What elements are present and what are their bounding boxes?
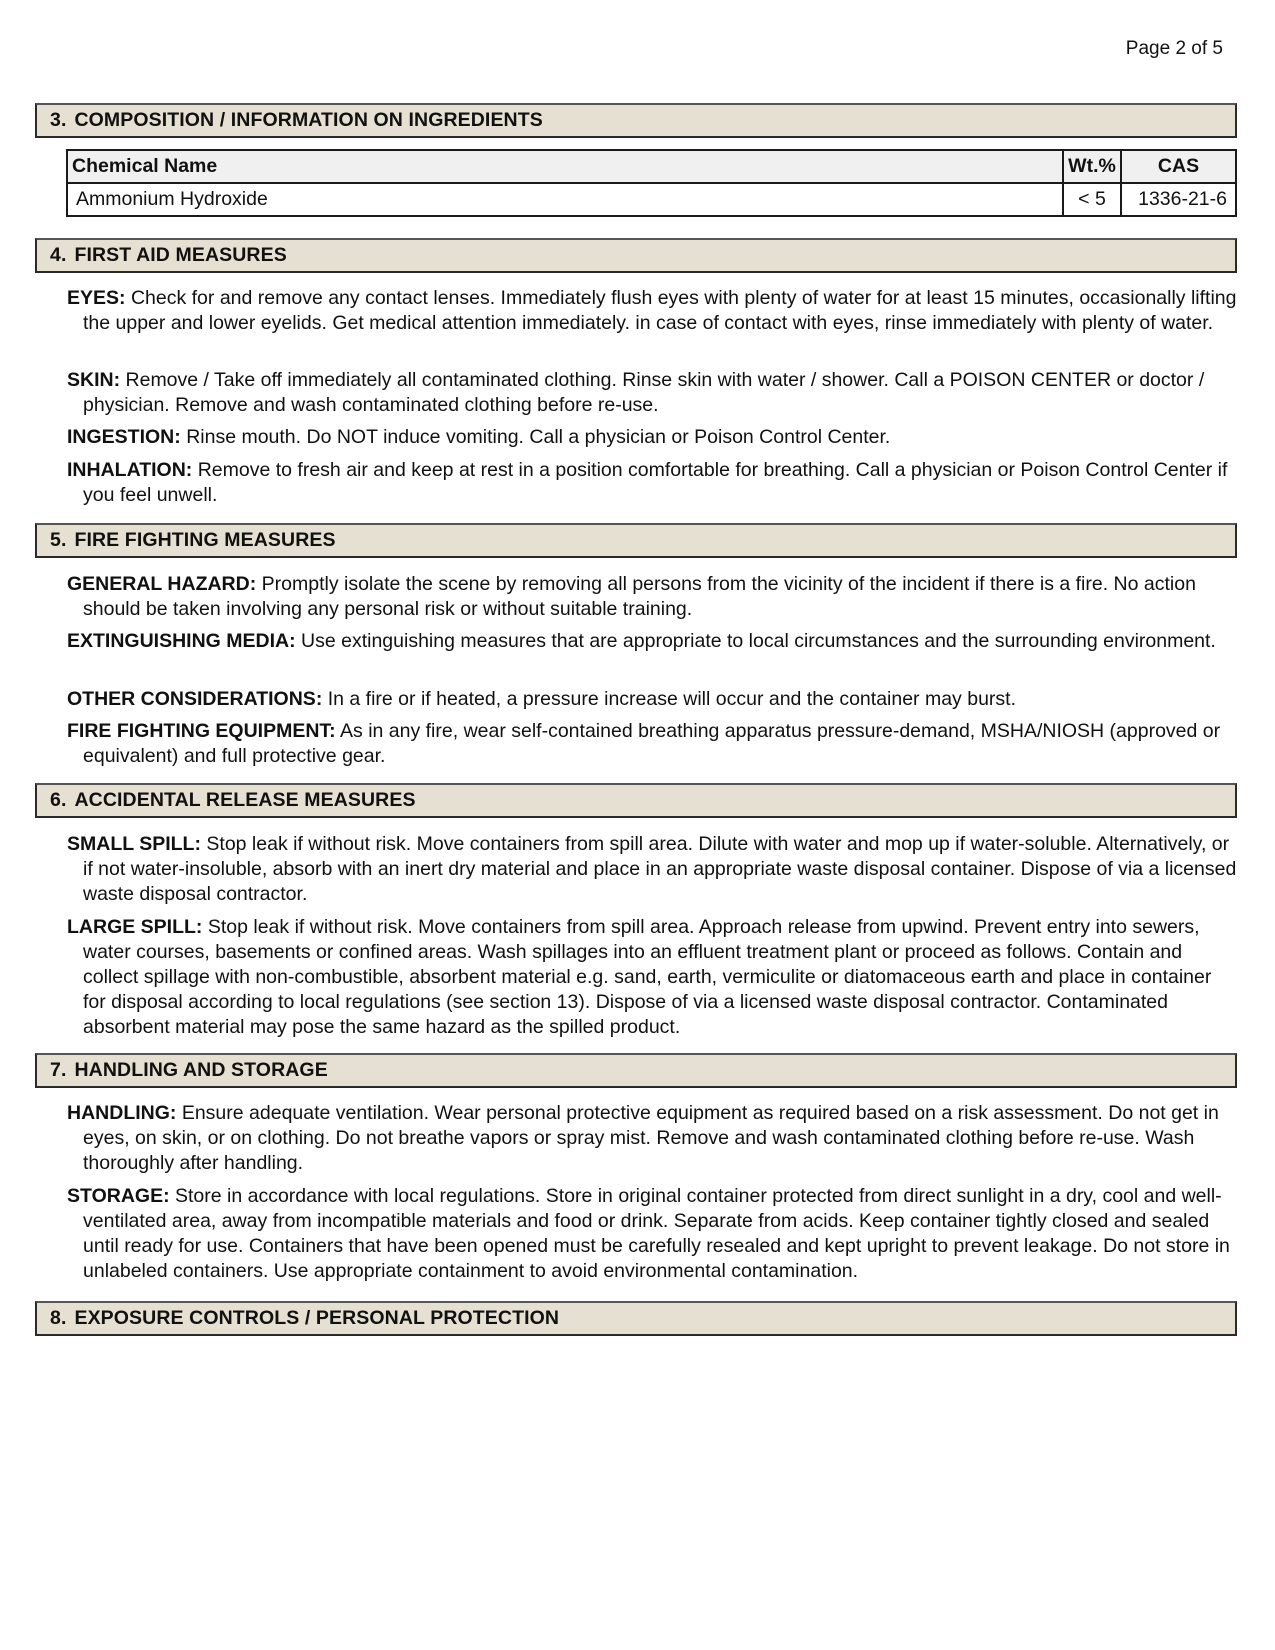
entry-label: GENERAL HAZARD: xyxy=(67,573,257,595)
section-header-handling-storage xyxy=(35,1053,1237,1088)
entry-text: Use extinguishing measures that are appropriate to local circumstances and the surrounding environment. xyxy=(301,630,1216,652)
entry-label: EXTINGUISHING MEDIA: xyxy=(67,630,296,652)
fire-general-hazard xyxy=(67,572,1237,622)
section-header-accidental-release xyxy=(35,783,1237,818)
table-header-row xyxy=(67,150,1236,183)
entry-label: OTHER CONSIDERATIONS: xyxy=(67,688,323,710)
first-aid-ingestion xyxy=(67,425,1237,450)
section-number: 5. xyxy=(50,529,67,551)
column-header-weight-percent: Wt.% xyxy=(1063,150,1121,183)
section-number: 4. xyxy=(50,244,67,266)
section-title: ACCIDENTAL RELEASE MEASURES xyxy=(74,789,416,811)
entry-text: Promptly isolate the scene by removing all persons from the vicinity of the incident if there is a fire. No action should be taken involving any personal risk or without suitable training. xyxy=(83,573,1196,620)
section-number: 6. xyxy=(50,789,67,811)
entry-text: Rinse mouth. Do NOT induce vomiting. Call a physician or Poison Control Center. xyxy=(186,426,891,448)
section-title: FIRST AID MEASURES xyxy=(74,244,287,266)
entry-text: Stop leak if without risk. Move containers from spill area. Approach release from upwind. Prevent entry into sewers, water courses, basements or confined areas. Wash spillages into an effluent treatment plant or proceed as follows. Contain and collect spillage with non-combustible, absorbent material e.g. sand, earth, vermiculite or diatomaceous earth and place in container for disposal according to local regulations (see section 13). Dispose of via a licensed waste disposal contractor. Contaminated absorbent material may pose the same hazard as the spilled product. xyxy=(83,916,1212,1038)
section-title: EXPOSURE CONTROLS / PERSONAL PROTECTION xyxy=(74,1307,560,1329)
release-small-spill xyxy=(67,832,1237,907)
release-large-spill xyxy=(67,915,1237,1040)
section-number: 7. xyxy=(50,1059,67,1081)
entry-text: As in any fire, wear self-contained breathing apparatus pressure-demand, MSHA/NIOSH (approved or equivalent) and full protective gear. xyxy=(83,720,1221,767)
section-title: COMPOSITION / INFORMATION ON INGREDIENTS xyxy=(74,109,543,131)
page-indicator: Page 2 of 5 xyxy=(1125,38,1223,59)
entry-text: Check for and remove any contact lenses. Immediately flush eyes with plenty of water for at least 15 minutes, occasionally lifting the upper and lower eyelids. Get medical attention immediately. in case of contact with eyes, rinse immediately with plenty of water. xyxy=(83,287,1237,334)
table-row xyxy=(67,183,1236,216)
first-aid-eyes xyxy=(67,286,1237,336)
fire-other-considerations xyxy=(67,687,1237,712)
first-aid-skin xyxy=(67,368,1237,418)
first-aid-inhalation xyxy=(67,458,1237,508)
column-header-chemical-name: Chemical Name xyxy=(67,150,1063,183)
entry-label: HANDLING: xyxy=(67,1102,177,1124)
entry-label: SKIN: xyxy=(67,369,121,391)
entry-label: LARGE SPILL: xyxy=(67,916,203,938)
cell-weight-percent: < 5 xyxy=(1063,183,1121,216)
entry-text: Stop leak if without risk. Move containers from spill area. Dilute with water and mop up if water-soluble. Alternatively, or if not water-insoluble, absorb with an inert dry material and place in an appropriate waste disposal container. Dispose of via a licensed waste disposal contractor. xyxy=(83,833,1237,905)
entry-label: FIRE FIGHTING EQUIPMENT: xyxy=(67,720,336,742)
entry-label: SMALL SPILL: xyxy=(67,833,201,855)
handling xyxy=(67,1101,1237,1176)
section-number: 8. xyxy=(50,1307,67,1329)
entry-text: In a fire or if heated, a pressure increase will occur and the container may burst. xyxy=(327,688,1016,710)
entry-text: Ensure adequate ventilation. Wear personal protective equipment as required based on a risk assessment. Do not get in eyes, on skin, or on clothing. Do not breathe vapors or spray mist. Remove and wash contaminated clothing before re-use. Wash thoroughly after handling. xyxy=(83,1102,1219,1174)
fire-fighting-equipment xyxy=(67,719,1237,769)
ingredients-table xyxy=(66,149,1237,217)
section-title: HANDLING AND STORAGE xyxy=(74,1059,328,1081)
storage xyxy=(67,1184,1237,1284)
section-header-exposure-controls xyxy=(35,1301,1237,1336)
entry-text: Remove / Take off immediately all contaminated clothing. Rinse skin with water / shower. Call a POISON CENTER or doctor / physician. Remove and wash contaminated clothing before re-use. xyxy=(83,369,1205,416)
entry-text: Remove to fresh air and keep at rest in a position comfortable for breathing. Call a physician or Poison Control Center if you feel unwell. xyxy=(83,459,1228,506)
section-number: 3. xyxy=(50,109,67,131)
column-header-cas: CAS xyxy=(1121,150,1236,183)
entry-label: STORAGE: xyxy=(67,1185,170,1207)
fire-extinguishing-media xyxy=(67,629,1237,654)
section-header-fire-fighting xyxy=(35,523,1237,558)
entry-label: INHALATION: xyxy=(67,459,193,481)
cell-chemical-name: Ammonium Hydroxide xyxy=(67,183,1063,216)
entry-label: INGESTION: xyxy=(67,426,181,448)
entry-label: EYES: xyxy=(67,287,126,309)
entry-text: Store in accordance with local regulations. Store in original container protected from direct sunlight in a dry, cool and well-ventilated area, away from incompatible materials and food or drink. Separate from acids. Keep container tightly closed and sealed until ready for use. Containers that have been opened must be carefully resealed and kept upright to prevent leakage. Do not store in unlabeled containers. Use appropriate containment to avoid environmental contamination. xyxy=(83,1185,1230,1282)
cell-cas-number: 1336-21-6 xyxy=(1121,183,1236,216)
section-header-first-aid xyxy=(35,238,1237,273)
section-title: FIRE FIGHTING MEASURES xyxy=(74,529,336,551)
section-header-composition xyxy=(35,103,1237,138)
